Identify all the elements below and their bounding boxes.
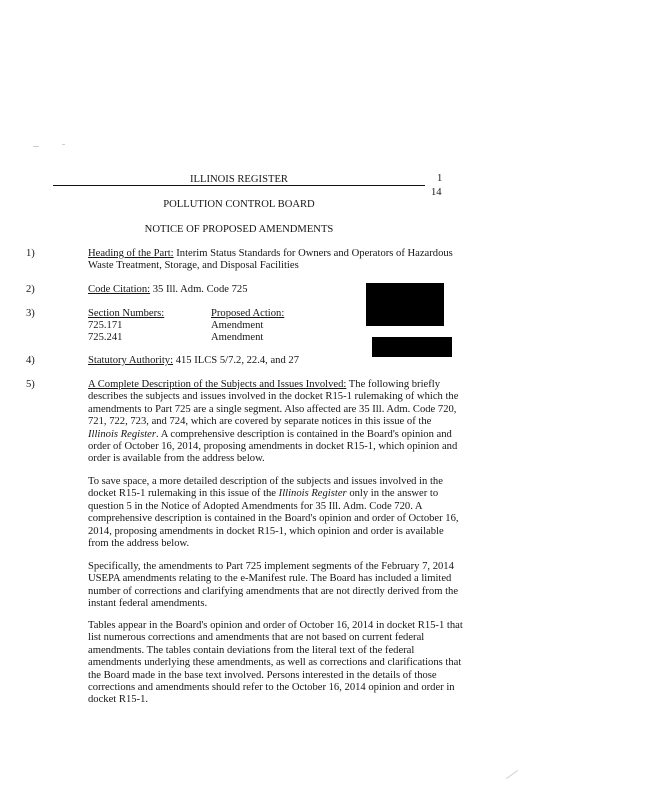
item-body <box>88 379 463 466</box>
section-number: 725.171 <box>88 320 123 331</box>
paragraph-detail <box>88 476 463 550</box>
item-text: . A comprehensive description is contained in the Board's opinion and order of October 16, 2014, proposing amendments in docket R15-1, which opinion and order is available from the address below. <box>88 428 458 465</box>
item-number: 3) <box>26 308 35 319</box>
item-label: Heading of the Part: <box>88 248 174 259</box>
item-number: 1) <box>26 248 35 259</box>
paragraph-text: only in the answer to question 5 in the Notice of Adopted Amendments for 35 Ill. Adm. Code 720. A comprehensive description is contained in the Board's opinion and order of October 16, 2014, proposing amendments in docket R15-1, which opinion and order is available from the address below. <box>88 488 459 550</box>
header-rule <box>53 185 425 186</box>
notice-title: NOTICE OF PROPOSED AMENDMENTS <box>144 224 334 235</box>
item-number: 5) <box>26 379 35 390</box>
item-text: 35 Ill. Adm. Code 725 <box>152 284 248 295</box>
scan-speck <box>33 146 39 147</box>
item-body <box>88 248 463 273</box>
publication-title: Illinois Register <box>88 428 156 440</box>
section-numbers-header: Section Numbers: <box>88 308 165 319</box>
page-number: 1 <box>437 173 443 184</box>
item-body <box>88 284 463 296</box>
scan-speck <box>506 770 518 779</box>
item-body <box>88 355 463 367</box>
section-number: 725.241 <box>88 332 123 343</box>
redaction-block <box>372 337 452 357</box>
item-label: Statutory Authority: <box>88 355 174 366</box>
paragraph-text: To save space, a more detailed description of the subjects and issues involved in the docket R15-1 rulemaking in this issue of the <box>88 476 443 500</box>
board-title: POLLUTION CONTROL BOARD <box>163 199 315 210</box>
scan-speck <box>62 144 65 145</box>
proposed-action-header: Proposed Action: <box>211 308 285 319</box>
item-text: Interim Status Standards for Owners and Operators of Hazardous Waste Treatment, Storage, and Disposal Facilities <box>88 248 453 272</box>
item-number: 2) <box>26 284 35 295</box>
item-text: The following briefly describes the subjects and issues involved in the docket R15-1 rulemaking of which the amendments to Part 725 are a single segment. Also affected are 35 Ill. Adm. Code 720, 721, 722, 723, and 724, which are covered by separate notices in this issue of the <box>88 379 459 428</box>
proposed-action: Amendment <box>211 320 264 331</box>
item-label: Code Citation: <box>88 284 151 295</box>
page-subnumber: 14 <box>431 187 442 198</box>
item-number: 4) <box>26 355 35 366</box>
paragraph-specifics: Specifically, the amendments to Part 725 implement segments of the February 7, 2014 USEPA amendments relating to the e-Manifest rule. The Board has included a limited number of corrections and clarifying amendments that are not directly derived from the instant federal amendments. <box>88 561 459 610</box>
item-label: A Complete Description of the Subjects and Issues Involved: <box>88 379 347 390</box>
register-title-text: ILLINOIS REGISTER <box>190 174 288 185</box>
paragraph-tables: Tables appear in the Board's opinion and order of October 16, 2014 in docket R15-1 that list numerous corrections and amendments that are not based on current federal amendments. The tables contain deviations from the literal text of the federal amendments underlying these amendments, as well as corrections and clarifications that the Board made in the base text involved. Persons interested in the details of those corrections and amendments should refer to the October 16, 2014 opinion and order in docket R15-1. <box>88 620 463 706</box>
publication-title: Illinois Register <box>278 488 347 500</box>
proposed-action: Amendment <box>211 332 264 343</box>
item-text: 415 ILCS 5/7.2, 22.4, and 27 <box>175 355 300 366</box>
